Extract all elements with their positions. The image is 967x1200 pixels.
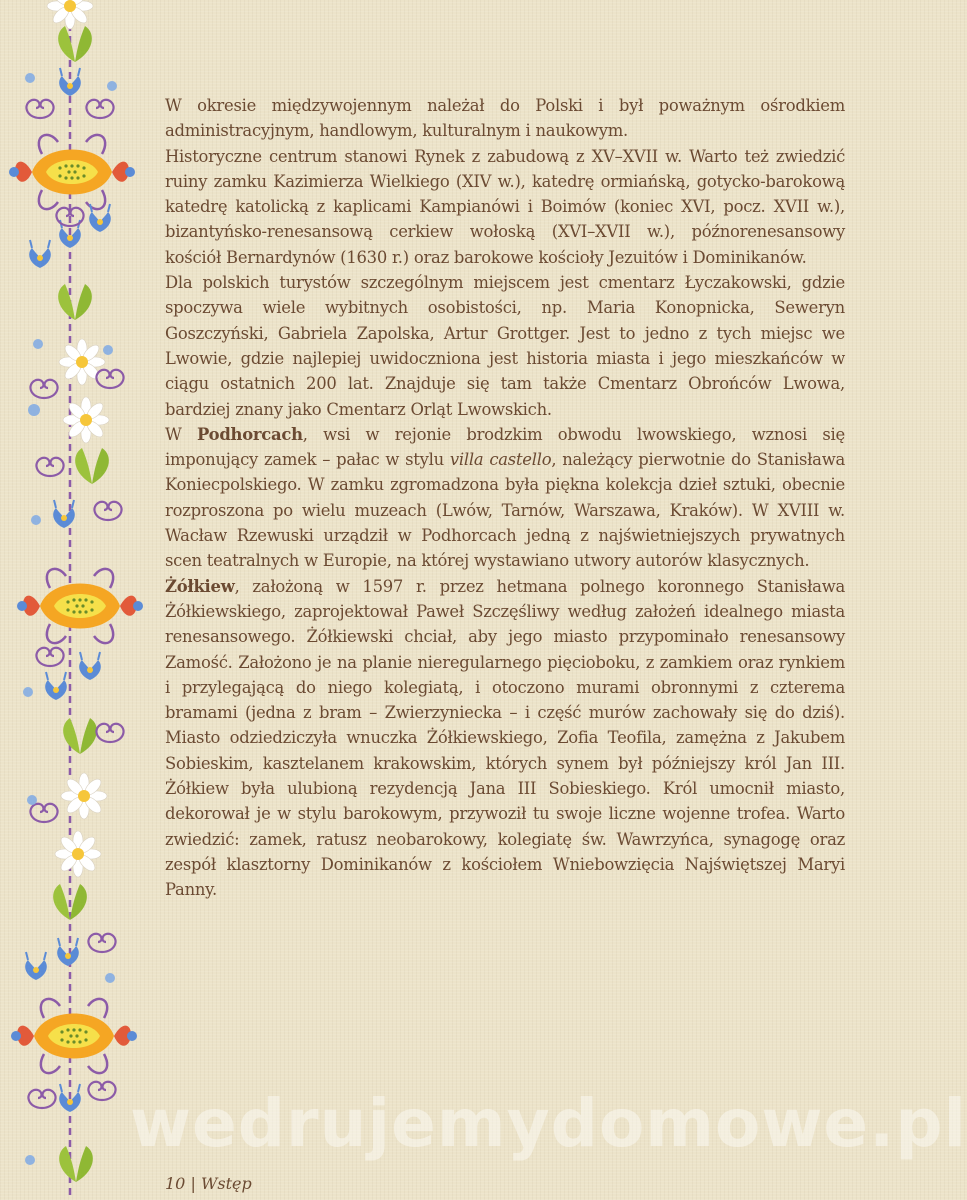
text-run: W okresie międzywojennym należał do Polski i był poważnym ośrodkiem administracyjnym, handlowym, kulturalnym i naukowym. [165,96,845,141]
paragraph-historic-centre [165,144,845,270]
text-run: W [165,424,198,444]
italic-term: villa castello [449,450,552,470]
page-footer [165,1174,252,1193]
paragraph-lyczakowski-cemetery [165,270,845,422]
footer-separator: | [190,1174,196,1193]
bold-place-name: Podhorcach [197,424,303,444]
paragraph-intro [165,93,845,144]
watermark: wedrujemydomowe.pl [130,1085,967,1162]
article-body [165,93,845,903]
text-run: Historyczne centrum stanowi Rynek z zabudową z XV–XVII w. Warto też zwiedzić ruiny zamku Kazimierza Wielkiego (XIV w.), katedrę ormiańską, gotycko-barokową katedrę katolicką z kaplicami Kampianówi i Boimów (koniec XVI, pocz. XVII w.), bizantyńsko-renesansową cerkiew wołoską (XVI–XVII w.), późnorenesansowy kościół Bernardynów (1630 r.) oraz barokowe kościoły Jezuitów i Dominikanów. [165,146,845,267]
folk-floral-border [0,0,140,1200]
page-number: 10 [165,1174,186,1193]
text-run: , założoną w 1597 r. przez hetmana polnego koronnego Stanisława Żółkiewskiego, zaprojektował Paweł Szczęśliwy według założeń idealnego miasta renesansowego. Żółkiewski chciał, aby jego miasto przypominało renesansowy Zamość. Założono je na planie nieregularnego pięcioboku, z zamkiem oraz rynkiem i przylegającą do niego kolegiatą, i otoczono murami obronnymi z czterema bramami (jedna z bram – Zwierzyniecka – i część murów zachowały się do dziś). Miasto odziedziczyła wnuczka Żółkiewskiego, Zofia Teofila, zamężna z Jakubem Sobieskim, kasztelanem krakowskim, których synem był późniejszy król Jan III. Żółkiew była ulubioną rezydencją Jana III Sobieskiego. Król umocnił miasto, dekorował je w stylu barokowym, przywoził tu swoje liczne wojenne trofea. Warto zwiedzić: zamek, ratusz neobarokowy, kolegiatę św. Wawrzyńca, synagogę oraz zespół klasztorny Dominikanów z kościołem Wniebowzięcia Najświętszej Maryi Panny. [165,576,845,900]
paragraph-zolkiew [165,574,845,903]
section-name: Wstęp [200,1174,252,1193]
text-run: , należący pierwotnie do Stanisława Koniecpolskiego. W zamku zgromadzona była piękna kolekcja dzieł sztuki, obecnie rozproszona po wielu muzeach (Lwów, Tarnów, Warszawa, Kraków). W XVIII w. Wacław Rzewuski urządził w Podhorcach jedną z najświetniejszych prywatnych scen teatralnych w Europie, na której wystawiano utwory autorów klasycznych. [165,450,845,571]
bold-place-name: Żółkiew [165,576,235,596]
paragraph-podhorce [165,422,845,574]
text-run: , wsi w rejonie brodzkim obwodu lwowskiego, wznosi się imponujący zamek – pałac w stylu [165,424,845,470]
text-run: Dla polskich turystów szczególnym miejscem jest cmentarz Łyczakowski, gdzie spoczywa wiele wybitnych osobistości, np. Maria Konopnicka, Seweryn Goszczyński, Gabriela Zapolska, Artur Grottger. Jest to jedno z tych miejsc we Lwowie, gdzie najlepiej uwidoczniona jest historia miasta i jego mieszkańców w ciągu ostatnich 200 lat. Znajduje się tam także Cmentarz Obrońców Lwowa, bardziej znany jako Cmentarz Orląt Lwowskich. [165,273,845,419]
